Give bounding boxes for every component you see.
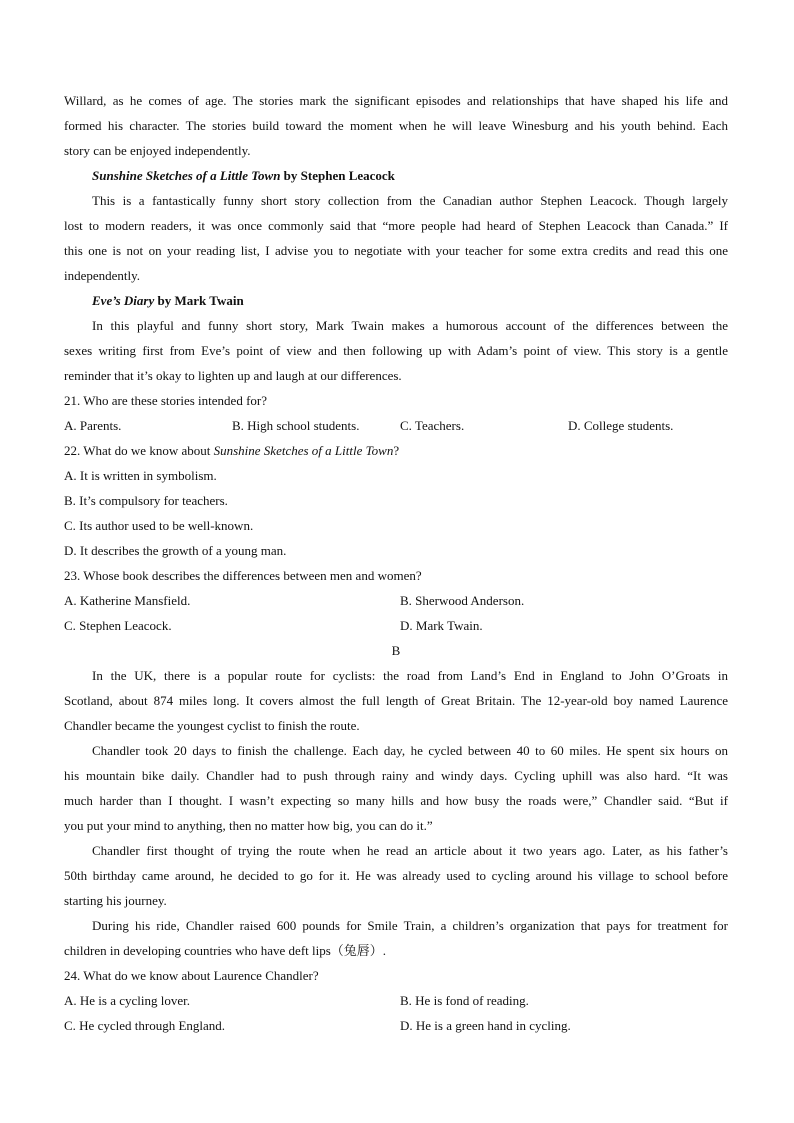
question-22 <box>64 438 728 563</box>
text-line: his mountain bike daily. Chandler had to push through rainy and windy days. Cycling uphill was also hard. “It was <box>64 768 728 783</box>
option-row <box>64 413 728 438</box>
option-b[interactable]: B. He is fond of reading. <box>400 993 529 1008</box>
text-line: independently. <box>64 268 141 283</box>
text-line: you put your mind to anything, then no matter how big, you can do it.” <box>64 818 433 833</box>
text-line: children in developing countries who have deft lips（兔唇）. <box>64 943 387 958</box>
book-title-italic: Eve’s Diary <box>92 293 155 308</box>
option-row <box>64 1013 728 1038</box>
stem-italic: Sunshine Sketches of a Little Town <box>213 443 394 458</box>
question-21 <box>64 388 728 438</box>
text-line: reminder that it’s okay to lighten up and laugh at our differences. <box>64 368 402 383</box>
option-c[interactable]: C. He cycled through England. <box>64 1018 226 1033</box>
text-line: This is a fantastically funny short story collection from the Canadian author Stephen Leacock. Though largely <box>92 193 728 208</box>
text-line: starting his journey. <box>64 893 167 908</box>
section-heading: B <box>391 643 401 658</box>
option-d[interactable]: D. It describes the growth of a young man. <box>64 543 287 558</box>
text-line: Chandler became the youngest cyclist to finish the route. <box>64 718 360 733</box>
option-a[interactable]: A. Katherine Mansfield. <box>64 593 191 608</box>
option-d[interactable]: D. College students. <box>568 418 674 433</box>
text-line: this one is not on your reading list, I advise you to negotiate with your teacher for some extra credits and read this one <box>64 243 728 258</box>
question-stem: 21. Who are these stories intended for? <box>64 393 267 408</box>
text-line: Willard, as he comes of age. The stories mark the significant episodes and relationships that have shaped his life and <box>64 93 728 108</box>
text-line: Scotland, about 874 miles long. It covers almost the full length of Great Britain. The 12-year-old boy named Laurence <box>64 693 728 708</box>
option-b[interactable]: B. Sherwood Anderson. <box>400 593 525 608</box>
text-line: In the UK, there is a popular route for cyclists: the road from Land’s End in England to John O’Groats in <box>92 668 728 683</box>
text-line: much harder than I thought. I wasn’t expecting so many hills and how busy the roads were,” Chandler said. “But if <box>64 793 728 808</box>
question-stem: 23. Whose book describes the differences between men and women? <box>64 568 422 583</box>
text-line: story can be enjoyed independently. <box>64 143 251 158</box>
text-line: 50th birthday came around, he decided to go for it. He was already used to cycling around his village to school before <box>64 868 728 883</box>
text-line: During his ride, Chandler raised 600 pounds for Smile Train, a children’s organization that pays for treatment for <box>92 918 728 933</box>
passage-a-tail <box>64 88 728 163</box>
book-byline: by Stephen Leacock <box>280 168 395 183</box>
option-a[interactable]: A. He is a cycling lover. <box>64 993 190 1008</box>
book-byline: by Mark Twain <box>154 293 244 308</box>
section-b <box>64 638 728 963</box>
text-line: In this playful and funny short story, Mark Twain makes a humorous account of the differences between the <box>92 318 728 333</box>
text-line: Chandler first thought of trying the route when he read an article about it two years ago. Later, as his father’s <box>92 843 728 858</box>
option-row <box>64 988 728 1013</box>
text-line: formed his character. The stories build toward the moment when he will leave Winesburg and his youth behind. Each <box>64 118 728 133</box>
option-d[interactable]: D. Mark Twain. <box>400 618 483 633</box>
stem-prefix: 22. What do we know about <box>64 443 214 458</box>
option-c[interactable]: C. Stephen Leacock. <box>64 618 172 633</box>
text-line: lost to modern readers, it was once commonly said that “more people had heard of Stephen Leacock than Canada.” If <box>64 218 728 233</box>
option-a[interactable]: A. Parents. <box>64 418 122 433</box>
option-b[interactable]: B. High school students. <box>232 418 360 433</box>
option-c[interactable]: C. Teachers. <box>400 418 465 433</box>
option-d[interactable]: D. He is a green hand in cycling. <box>400 1018 571 1033</box>
question-stem <box>64 438 728 463</box>
book-eves-diary <box>64 288 728 388</box>
text-line: Chandler took 20 days to finish the challenge. Each day, he cycled between 40 to 60 miles. He spent six hours on <box>92 743 728 758</box>
option-c[interactable]: C. Its author used to be well-known. <box>64 518 254 533</box>
option-row <box>64 613 728 638</box>
option-row <box>64 588 728 613</box>
book-title-italic: Sunshine Sketches of a Little Town <box>92 168 281 183</box>
text-line: sexes writing first from Eve’s point of view and then following up with Adam’s point of view. This story is a gentle <box>64 343 728 358</box>
option-a[interactable]: A. It is written in symbolism. <box>64 468 217 483</box>
option-b[interactable]: B. It’s compulsory for teachers. <box>64 493 228 508</box>
book-title <box>64 288 728 313</box>
question-24 <box>64 963 728 1038</box>
book-title <box>64 163 728 188</box>
book-sunshine-sketches <box>64 163 728 288</box>
question-23 <box>64 563 728 638</box>
stem-suffix: ? <box>393 443 400 458</box>
question-stem: 24. What do we know about Laurence Chandler? <box>64 968 319 983</box>
